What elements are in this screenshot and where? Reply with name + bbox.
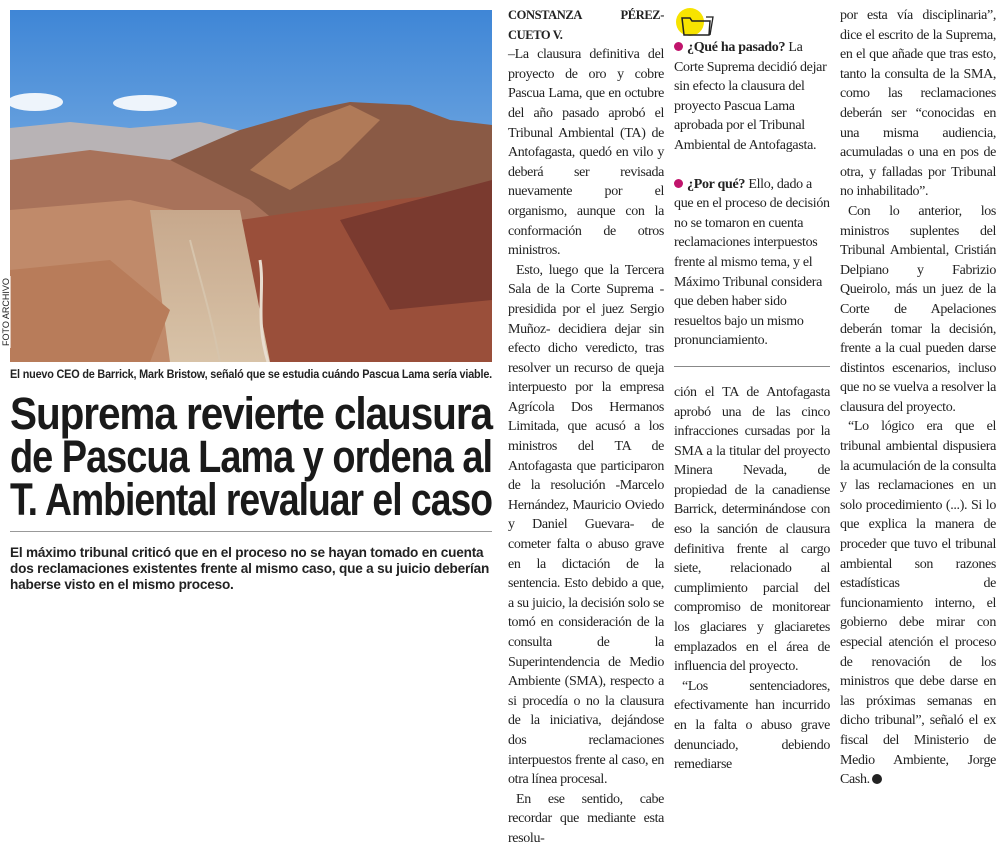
- summary-answer: La Corte Suprema decidió dejar sin efecto la clausura del proyecto Pascua Lama aprobada por el Tribunal Ambiental de Antofagasta.: [674, 40, 827, 153]
- end-mark-icon: [872, 774, 882, 784]
- summary-question: ¿Por qué?: [687, 176, 746, 192]
- headline-line-wrap: [10, 474, 493, 525]
- paragraph: Con lo anterior, los ministros suplentes del Tribunal Ambiental, Cristián Delpiano y Fabrizio Queirolo, más un juez de la Corte de Apelaciones deberán tomar la decisión, frente a la cual pueden darse distintos escenarios, incluso que no se vuelva a resolver la clausura del proyecto.: [840, 203, 996, 415]
- paragraph: –La clausura definitiva del proyecto de oro y cobre Pascua Lama, que en octubre del año pasado aprobó el Tribunal Ambiental (TA) de Antofagasta, quedó en vilo y deberá ser revisada nuevamente por el organismo, aunque con la conformación de otros ministros.: [508, 47, 664, 259]
- paragraph: “Los sentenciadores, efectivamente han incurrido en la falta o abuso grave denunciado, debiendo remediarse: [674, 678, 830, 773]
- paragraph: En ese sentido, cabe recordar que mediante esta resolu-: [508, 791, 664, 846]
- paragraph: [840, 417, 996, 789]
- summary-item: [674, 38, 830, 156]
- folder-icon: [676, 8, 716, 38]
- subheadline: El máximo tribunal criticó que en el proceso no se hayan tomado en cuenta dos reclamaciones existentes frente al mismo caso, que a su juicio deberían haberse visto en el mismo proceso.: [10, 545, 490, 592]
- divider: [10, 531, 492, 532]
- photo-caption: El nuevo CEO de Barrick, Mark Bristow, señaló que se estudia cuándo Pascua Lama sería viable.: [10, 369, 493, 381]
- paragraph-text: “Lo lógico era que el tribunal ambiental dispusiera la acumulación de la consulta y las reclamaciones en un solo procedimiento (...). Si lo que explica la manera de proceder que tuvo el tribunal ambiental son razones estadísticas de funcionamiento interno, el gobierno debe mirar con especial atención el proceso de renovación de los ministros que debe darse en las próximas semanas en dicho tribunal”, señaló el ex fiscal del Ministerio de Medio Ambiente, Jorge Cash.: [840, 419, 996, 788]
- summary-answer: Ello, dado a que en el proceso de decisión no se tomaron en cuenta reclamaciones interpuestos frente al mismo tema, y el Máximo Tribunal considera que deben haber sido resueltos bajo un mismo pronunciamiento.: [674, 176, 830, 349]
- headline-line: T. Ambiental revaluar el caso: [10, 474, 493, 525]
- bullet-icon: [674, 42, 683, 51]
- mountain-landscape-image: [10, 10, 492, 362]
- byline: CONSTANZA PÉREZ-CUETO V.: [508, 8, 664, 42]
- paragraph: ción el TA de Antofagasta aprobó una de las cinco infracciones cursadas por la SMA a la titular del proyecto Minera Nevada, de propiedad de la canadiense Barrick, determinándose con eso la sanción de clausura definitiva frente al cargo siete, relacionado al cumplimiento parcial del compromiso de monitorear los glaciares y glaciaretes emplazados en el área de influencia del proyecto.: [674, 384, 830, 675]
- article-column-1: [508, 6, 664, 849]
- photo-caption-wrap: [10, 368, 492, 382]
- paragraph: Esto, luego que la Tercera Sala de la Corte Suprema -presidida por el juez Sergio Muñoz- decidiera dejar sin efecto dicho veredicto, tras resolver un recurso de queja interpuesto por la empresa Agrícola Dos Hermanos Limitada, que acusó a los ministros del TA de Antofagasta que participaron de la resolución -Marcelo Hernández, Mauricio Oviedo y Daniel Guevara- de cometer falta o abuso grave en la dictación de la sentencia. Esto debido a que, a su juicio, la decisión solo se tomó en consideración de la consulta de la Superintendencia de Medio Ambiente (SMA), respecto a si procedía o no la clausura de la iniciativa, dejándose dos reclamaciones interpuestos frente al caso, en otra línea procesal.: [508, 262, 664, 788]
- summary-item: [674, 175, 830, 351]
- article-column-2: [674, 6, 830, 775]
- summary-question: ¿Qué ha pasado?: [687, 40, 786, 55]
- summary-box: [674, 38, 830, 351]
- photo-credit: FOTO ARCHIVO: [1, 278, 11, 346]
- headline-line: Suprema revierte clausura: [10, 388, 492, 439]
- headline: [10, 388, 493, 525]
- bullet-icon: [674, 179, 683, 188]
- article-photo: [10, 10, 492, 362]
- headline-line-wrap: [10, 431, 493, 482]
- headline-line: de Pascua Lama y ordena al: [10, 431, 493, 482]
- paragraph: por esta vía disciplinaria”, dice el escrito de la Suprema, en el que añade que tras esto, tanto la consulta de la SMA, como las reclamaciones deberán ser “conocidas en una misma audiencia, acumuladas o una en pos de otra, y falladas por Tribunal no inhabilitado”.: [840, 8, 996, 200]
- article-column-3: [840, 6, 996, 790]
- divider: [674, 366, 830, 367]
- headline-line-wrap: [10, 388, 492, 439]
